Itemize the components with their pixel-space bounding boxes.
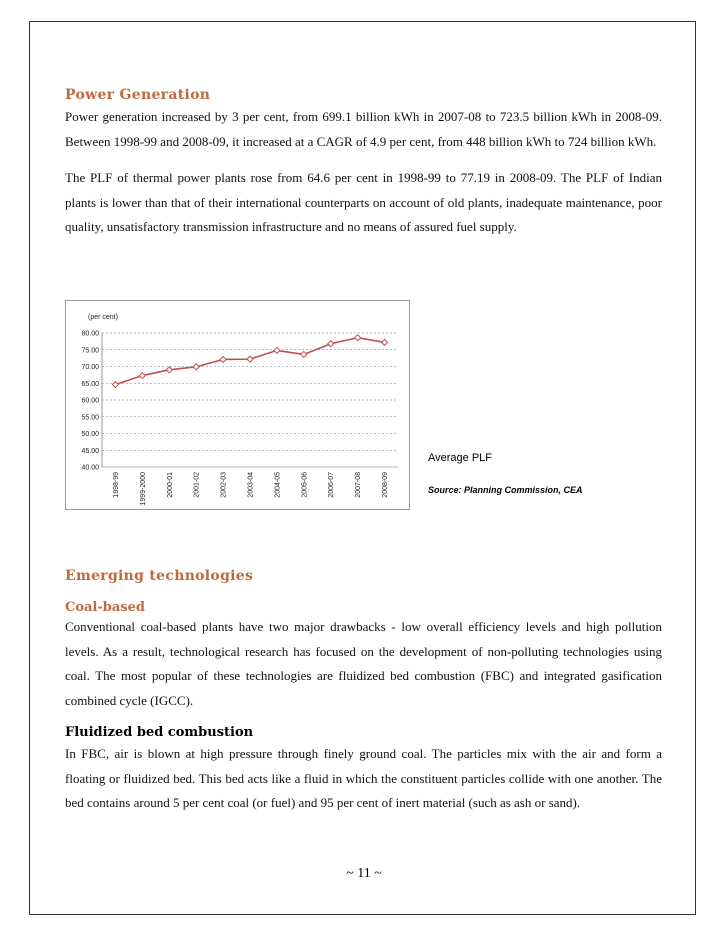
chart-data-point — [355, 335, 361, 341]
chart-data-point — [112, 382, 118, 388]
power-generation-section — [65, 87, 662, 240]
chart-data-point — [193, 364, 199, 370]
coal-based-heading: Coal-based — [65, 600, 145, 615]
chart-xtick-label: 2008-09 — [382, 472, 390, 498]
chart-data-point — [274, 347, 280, 353]
chart-xtick-label: 1999-2000 — [139, 472, 147, 506]
plf-chart-svg — [66, 301, 409, 509]
chart-ytick-label: 65.00 — [81, 380, 99, 388]
fluidized-bed-heading: Fluidized bed combustion — [65, 725, 254, 740]
power-generation-paragraph-1: Power generation increased by 3 per cent, from 699.1 billion kWh in 2007-08 to 723.5 billion kWh in 2008-09. Between 1998-99 and 2008-09, it increased at a CAGR of 4.9 per cent, from 448 billion kWh to 724 billion kWh. — [65, 109, 662, 149]
chart-xtick-label: 2001-02 — [193, 472, 201, 498]
chart-data-point — [139, 373, 145, 379]
chart-ylabel: (per cent) — [88, 314, 118, 321]
chart-data-point — [247, 356, 253, 362]
chart-xtick-label: 2005-06 — [301, 472, 309, 498]
plf-chart — [65, 300, 410, 510]
chart-xtick-label: 1998-99 — [112, 472, 120, 498]
chart-xtick-label: 2006-07 — [328, 472, 336, 498]
chart-data-point — [220, 356, 226, 362]
chart-ytick-label: 50.00 — [81, 431, 99, 438]
chart-ytick-label: 60.00 — [81, 397, 99, 405]
chart-data-point — [166, 367, 172, 373]
chart-ytick-label: 45.00 — [81, 447, 99, 455]
power-generation-heading: Power Generation — [65, 87, 211, 103]
chart-legend: Average PLF — [428, 452, 493, 464]
power-generation-paragraph-2: The PLF of thermal power plants rose from 64.6 per cent in 1998-99 to 77.19 in 2008-09. The PLF of Indian plants is lower than that of their international counterparts on account of old plants, inadequate maintenance, poor quality, unsatisfactory transmission infrastructure and no means of assured fuel supply. — [65, 170, 662, 234]
emerging-technologies-heading: Emerging technologies — [65, 568, 254, 584]
chart-ytick-label: 80.00 — [81, 330, 99, 338]
chart-xtick-label: 2007-08 — [355, 472, 363, 498]
chart-xtick-label: 2004-05 — [274, 472, 282, 498]
coal-based-paragraph: Conventional coal-based plants have two major drawbacks - low overall efficiency levels and high pollution levels. As a result, technological research has focused on the development of non-polluting technologies using coal. The most popular of these technologies are fluidized bed combustion (FBC) and integrated gasification combined cycle (IGCC). — [65, 619, 662, 708]
chart-ytick-label: 75.00 — [81, 347, 99, 355]
fluidized-bed-paragraph: In FBC, air is blown at high pressure through finely ground coal. The particles mix with the air and form a floating or fluidized bed. This bed acts like a fluid in which the constituent particles collide with one another. The bed contains around 5 per cent coal (or fuel) and 95 per cent of inert material (such as ash or sand). — [65, 746, 662, 810]
chart-data-point — [328, 341, 334, 347]
chart-ytick-label: 70.00 — [81, 364, 99, 371]
chart-data-point — [301, 351, 307, 357]
page-number: ~ 11 ~ — [346, 866, 382, 881]
chart-xtick-label: 2000-01 — [166, 472, 174, 498]
chart-ytick-label: 40.00 — [81, 464, 99, 472]
chart-xtick-label: 2002-03 — [220, 472, 228, 498]
chart-ytick-label: 55.00 — [81, 414, 99, 422]
chart-data-point — [382, 339, 388, 345]
chart-xtick-label: 2003-04 — [247, 472, 255, 498]
chart-source: Source: Planning Commission, CEA — [428, 485, 583, 495]
emerging-technologies-section — [65, 568, 662, 816]
